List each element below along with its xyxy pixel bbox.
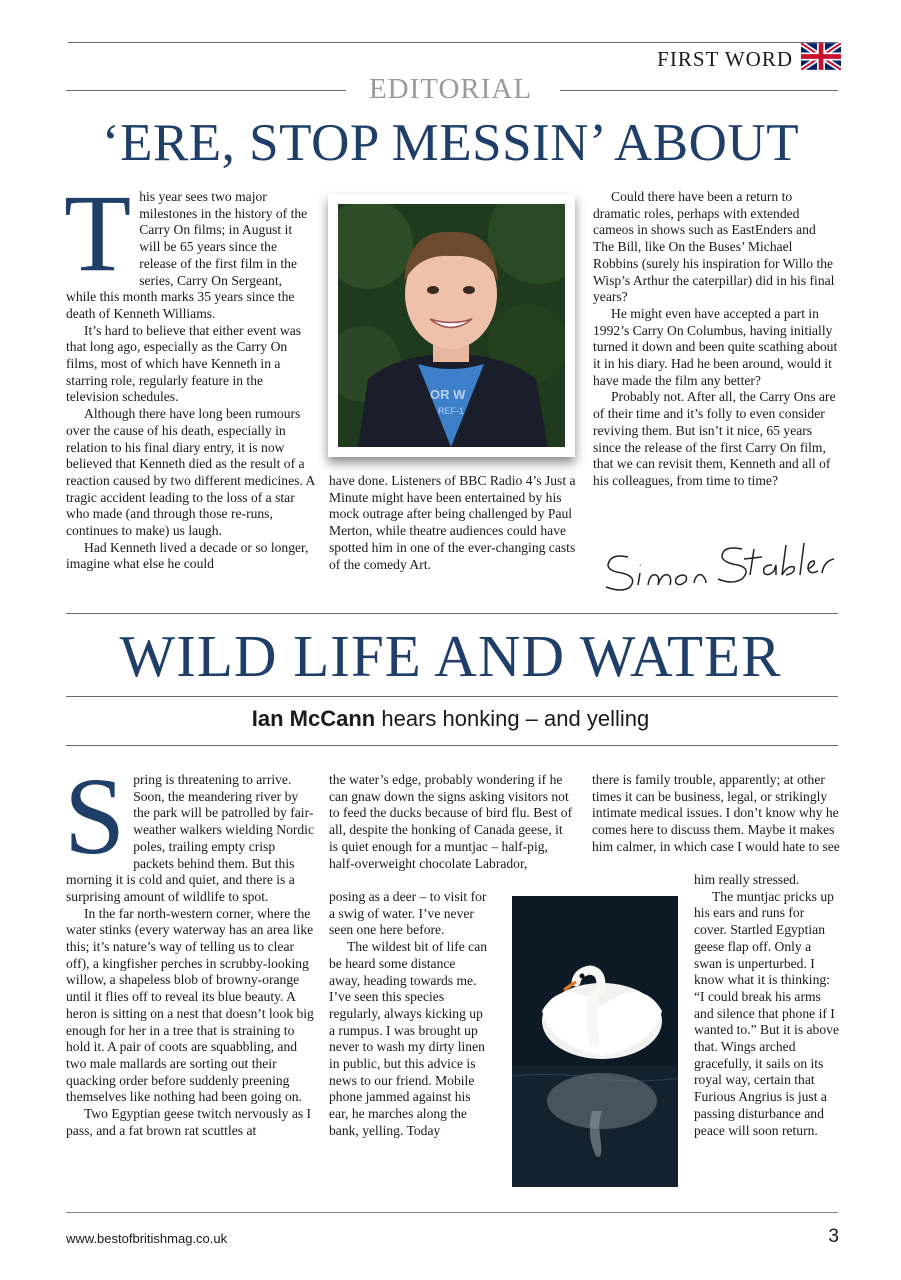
feature-drop-cap: S (64, 755, 126, 877)
footer-rule (66, 1212, 838, 1213)
first-word-label: FIRST WORD (657, 47, 793, 71)
editorial-paragraph: Probably not. After all, the Carry Ons are of their time and it’s folly to even consider reviving them. But isn’t it nice, 65 years since the release of the first Carry On film, that we can revisit them, Kenneth and all of his colleagues, from time to time? (593, 389, 836, 488)
feature-column-3 (592, 772, 842, 856)
editor-signature (600, 535, 840, 595)
editorial-paragraph: his year sees two major milestones in the history of the Carry On films; in August it will be 65 years since the release of the first film in the series, Carry On Sergeant, while this month marks 35 years since the death of Kenneth Williams. (66, 189, 308, 321)
feature-paragraph: The muntjac pricks up his ears and runs for cover. Startled Egyptian geese flap off. Only a swan is unperturbed. I know what it is thinking: “I could break his arms and silence that phone if I wanted to.” But it is above that. Wings arched gracefully, it sails on its royal way, certain that Furious Angrius is just a passing disturbance and peace will soon return. (694, 888, 839, 1138)
feature-paragraph: posing as a deer – to visit for a swig of water. I’ve never seen one here before. (329, 889, 487, 938)
feature-paragraph: Two Egyptian geese twitch nervously as I pass, and a fat brown rat scuttles at (66, 1106, 312, 1138)
editorial-column-3 (593, 189, 839, 490)
feature-strap-rule (66, 745, 838, 746)
feature-paragraph: him really stressed. (694, 872, 800, 887)
footer-url: www.bestofbritishmag.co.uk (66, 1231, 228, 1246)
top-rule (68, 42, 838, 43)
feature-paragraph: The wildest bit of life can be heard some distance away, heading towards me. I’ve seen this species regularly, always kicking up a rumpus. I was brought up never to wash my dirty linen in public, but this advice is news to our friend. Mobile phone jammed against his ear, he marches along the bank, yelling. Today (329, 939, 488, 1138)
editorial-paragraph: Had Kenneth lived a decade or so longer, imagine what else he could (66, 539, 309, 572)
feature-paragraph: the water’s edge, probably wondering if he can gnaw down the signs asking visitors not to feed the ducks because of bird flu. Best of all, despite the honking of Canada geese, it is quiet enough for a muntjac – half-pig, half-overweight chocolate Labrador, (329, 772, 573, 871)
shirt-print-1: OR W (430, 387, 466, 402)
editorial-paragraph: He might even have accepted a part in 1992’s Carry On Columbus, having initially turned it down and been quite scathing about it in his diary. Had he been around, would it have made the film any better? (593, 305, 838, 388)
author-photo-frame (328, 194, 575, 457)
feature-paragraph: there is family trouble, apparently; at other times it can be business, legal, or strikingly intimate medical issues. I don’t know why he comes here to discuss them. Maybe it makes him calmer, in which case I would hate to see (592, 772, 840, 854)
union-jack-icon (801, 43, 841, 70)
feature-column-3-narrow (694, 872, 840, 1139)
editorial-column-1 (64, 172, 315, 573)
feature-headline-rule (66, 696, 838, 697)
feature-author: Ian McCann (251, 706, 376, 731)
feature-column-2 (329, 772, 574, 872)
shirt-print-2: REF-1 (438, 406, 465, 416)
author-photo (338, 204, 565, 447)
feature-paragraph: pring is threatening to arrive. Soon, the meandering river by the park will be patrolled by fair-weather walkers wielding Nordic poles, trailing empty crisp packets behind them. But this morning it is cold and quiet, and there is a surprising amount of wildlife to spot. (66, 772, 314, 904)
editorial-paragraph: It’s hard to believe that either event was that long ago, especially as the Carry On films, most of which have Kenneth in a starring role, regularly feature in the television schedules. (66, 322, 302, 405)
feature-column-1 (64, 755, 316, 1139)
section-label: EDITORIAL (368, 73, 533, 105)
editorial-headline: ‘ERE, STOP MESSIN’ ABOUT (101, 114, 800, 172)
editorial-column-2 (329, 473, 579, 573)
feature-paragraph: In the far north-western corner, where the water stinks (every waterway has an area like this; it’s nature’s way of telling us to clear off), a kingfisher perches in scrubby-looking willow, a shapeless blob of browny-orange until it flies off to reveal its blue beauty. A heron is sitting on a nest that doesn’t look big enough for her in a tree that is straining to hold it. A pair of coots are squabbling, and two male mallards are sorting out their quacking order before suddenly preening themselves like nothing had been going on. (66, 905, 314, 1105)
feature-column-2-narrow (329, 889, 489, 1140)
editorial-paragraph: Could there have been a return to dramatic roles, perhaps with extended cameos in shows such as EastEnders and The Bill, like On the Buses’ Michael Robbins (surely his inspiration for Willo the Wisp’s Arthur the caterpillar) did in his final years? (593, 189, 835, 305)
feature-strap-text: hears honking – and yelling (375, 706, 650, 731)
feature-strap (0, 706, 901, 732)
feature-headline: WILD LIFE AND WATER (119, 623, 782, 689)
feature-top-rule (66, 613, 838, 614)
page-number: 3 (828, 1226, 839, 1247)
swan-photo (512, 896, 678, 1187)
editorial-paragraph: have done. Listeners of BBC Radio 4’s Just a Minute might have been entertained by his mock outrage after being challenged by Paul Merton, while theatre audiences could have spotted him in one of the ever-changing casts of the comedy Art. (329, 473, 576, 572)
editorial-paragraph: Although there have long been rumours over the cause of his death, especially in relation to his final diary entry, it is now believed that Kenneth died as the result of a reaction caused by two different medicines. A tragic accident leading to the loss of a star who made (and through those re-runs, continues to make) us laugh. (66, 406, 315, 539)
editorial-drop-cap: T (64, 172, 132, 294)
